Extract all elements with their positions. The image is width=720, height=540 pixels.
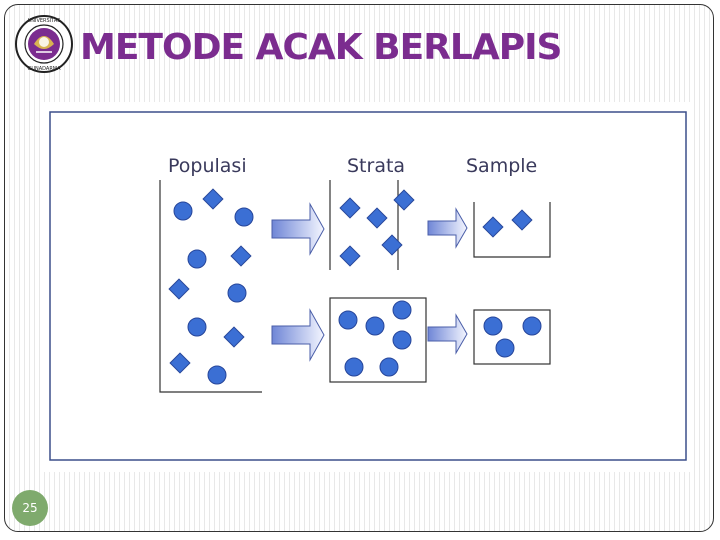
circle-icon [366, 317, 384, 335]
page-number-badge: 25 [12, 490, 48, 526]
circle-icon [345, 358, 363, 376]
circle-icon [174, 202, 192, 220]
strata-bottom-box [330, 298, 426, 382]
label-populasi: Populasi [168, 155, 247, 177]
svg-text:UNIVERSITAS: UNIVERSITAS [27, 18, 61, 24]
circle-icon [393, 331, 411, 349]
university-seal-icon [14, 14, 74, 74]
circle-icon [208, 366, 226, 384]
stratified-sampling-diagram [42, 102, 694, 472]
slide-title: METODE ACAK BERLAPIS [80, 27, 562, 68]
sample-bottom-box [474, 310, 550, 364]
label-strata: Strata [347, 155, 406, 177]
circle-icon [188, 318, 206, 336]
circle-icon [235, 208, 253, 226]
circle-icon [523, 317, 541, 335]
label-sample: Sample [466, 155, 538, 177]
circle-icon [496, 339, 514, 357]
circle-icon [188, 250, 206, 268]
circle-icon [484, 317, 502, 335]
circle-icon [380, 358, 398, 376]
content-panel [42, 102, 694, 472]
circle-icon [339, 311, 357, 329]
circle-icon [228, 284, 246, 302]
university-logo [14, 14, 74, 74]
circle-icon [393, 301, 411, 319]
svg-text:GUNADARMA: GUNADARMA [27, 66, 61, 72]
